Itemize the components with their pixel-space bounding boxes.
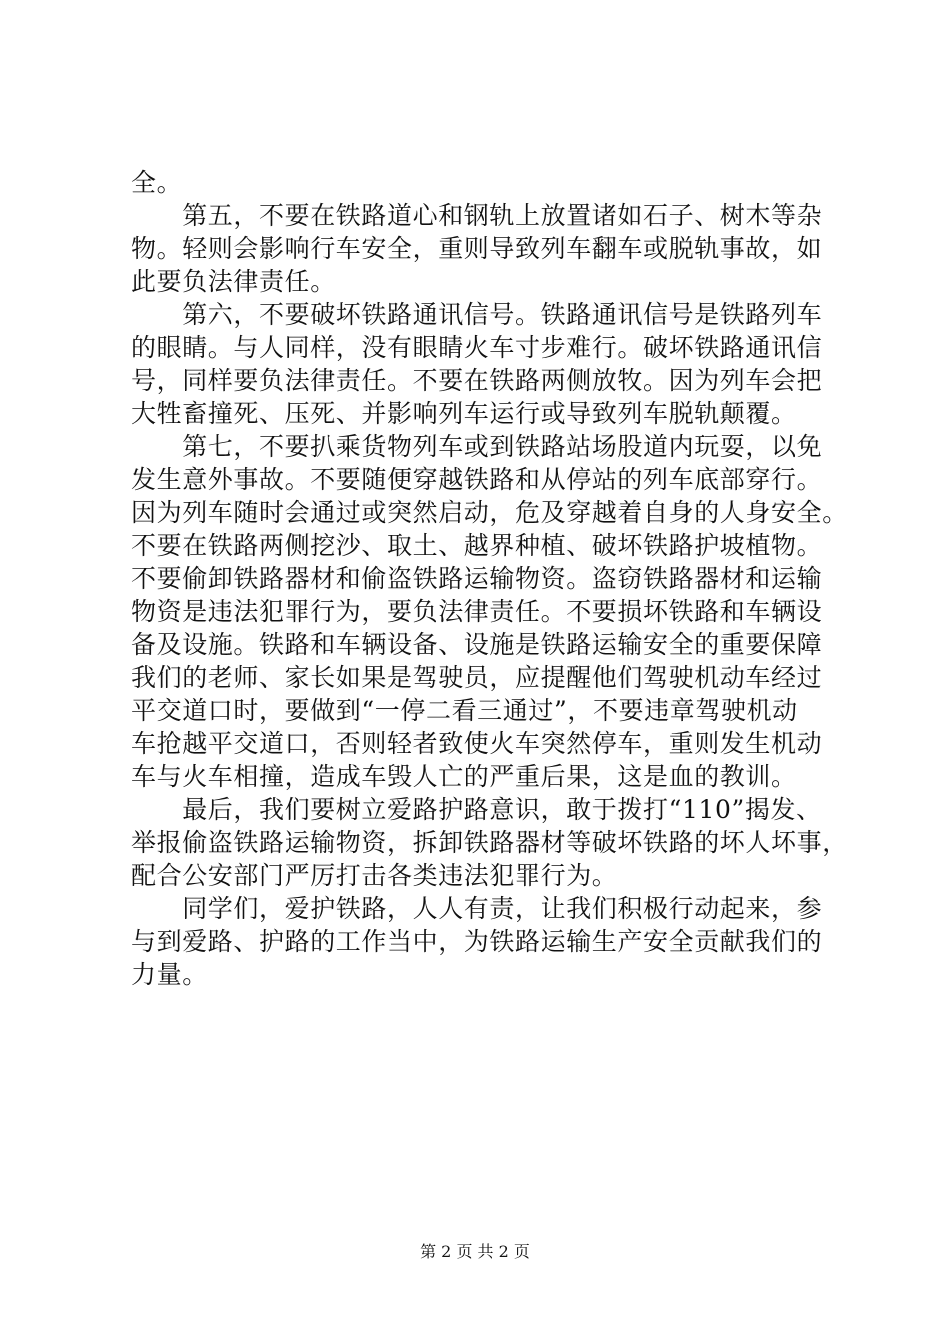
document-body xyxy=(131,166,848,991)
text-line: 发生意外事故。不要随便穿越铁路和从停站的列车底部穿行。 xyxy=(131,465,823,494)
text-line: 配合公安部门严厉打击各类违法犯罪行为。 xyxy=(131,861,618,890)
text-line: 第五，不要在铁路道心和钢轨上放置诸如石子、树木等杂 xyxy=(131,201,823,230)
text-line: 最后，我们要树立爱路护路意识，敢于拨打“110”揭发、 xyxy=(131,795,822,824)
text-line: 不要在铁路两侧挖沙、取土、越界种植、破坏铁路护坡植物。 xyxy=(131,531,823,560)
text-line: 平交道口时，要做到“一停二看三通过”，不要违章驾驶机动 xyxy=(131,696,798,725)
text-line: 车与火车相撞，造成车毁人亡的严重后果，这是血的教训。 xyxy=(131,762,797,791)
text-line: 力量。 xyxy=(131,960,208,989)
page-footer xyxy=(0,1240,950,1264)
text-line: 的眼睛。与人同样，没有眼睛火车寸步难行。破坏铁路通讯信 xyxy=(131,333,823,362)
text-line: 不要偷卸铁路器材和偷盗铁路运输物资。盗窃铁路器材和运输 xyxy=(131,564,823,593)
text-line: 车抢越平交道口，否则轻者致使火车突然停车，重则发生机动 xyxy=(131,729,823,758)
text-line: 因为列车随时会通过或突然启动，危及穿越着自身的人身安全。 xyxy=(131,498,848,527)
text-line: 我们的老师、家长如果是驾驶员，应提醒他们驾驶机动车经过 xyxy=(131,663,823,692)
text-line: 第六，不要破坏铁路通讯信号。铁路通讯信号是铁路列车 xyxy=(131,300,823,329)
text-line: 全。 xyxy=(131,168,183,197)
page-number-label: 第 2 页 共 2 页 xyxy=(420,1242,530,1261)
text-line: 此要负法律责任。 xyxy=(131,267,336,296)
text-line: 第七，不要扒乘货物列车或到铁路站场股道内玩耍，以免 xyxy=(131,432,823,461)
text-line: 同学们，爱护铁路，人人有责，让我们积极行动起来，参 xyxy=(131,894,823,923)
text-line: 与到爱路、护路的工作当中，为铁路运输生产安全贡献我们的 xyxy=(131,927,823,956)
text-line: 大牲畜撞死、压死、并影响列车运行或导致列车脱轨颠覆。 xyxy=(131,399,797,428)
text-line: 物。轻则会影响行车安全，重则导致列车翻车或脱轨事故，如 xyxy=(131,234,823,263)
text-line: 举报偷盗铁路运输物资，拆卸铁路器材等破坏铁路的坏人坏事， xyxy=(131,828,848,857)
text-line: 备及设施。铁路和车辆设备、设施是铁路运输安全的重要保障 xyxy=(131,630,823,659)
text-line: 物资是违法犯罪行为，要负法律责任。不要损坏铁路和车辆设 xyxy=(131,597,823,626)
text-line: 号，同样要负法律责任。不要在铁路两侧放牧。因为列车会把 xyxy=(131,366,823,395)
